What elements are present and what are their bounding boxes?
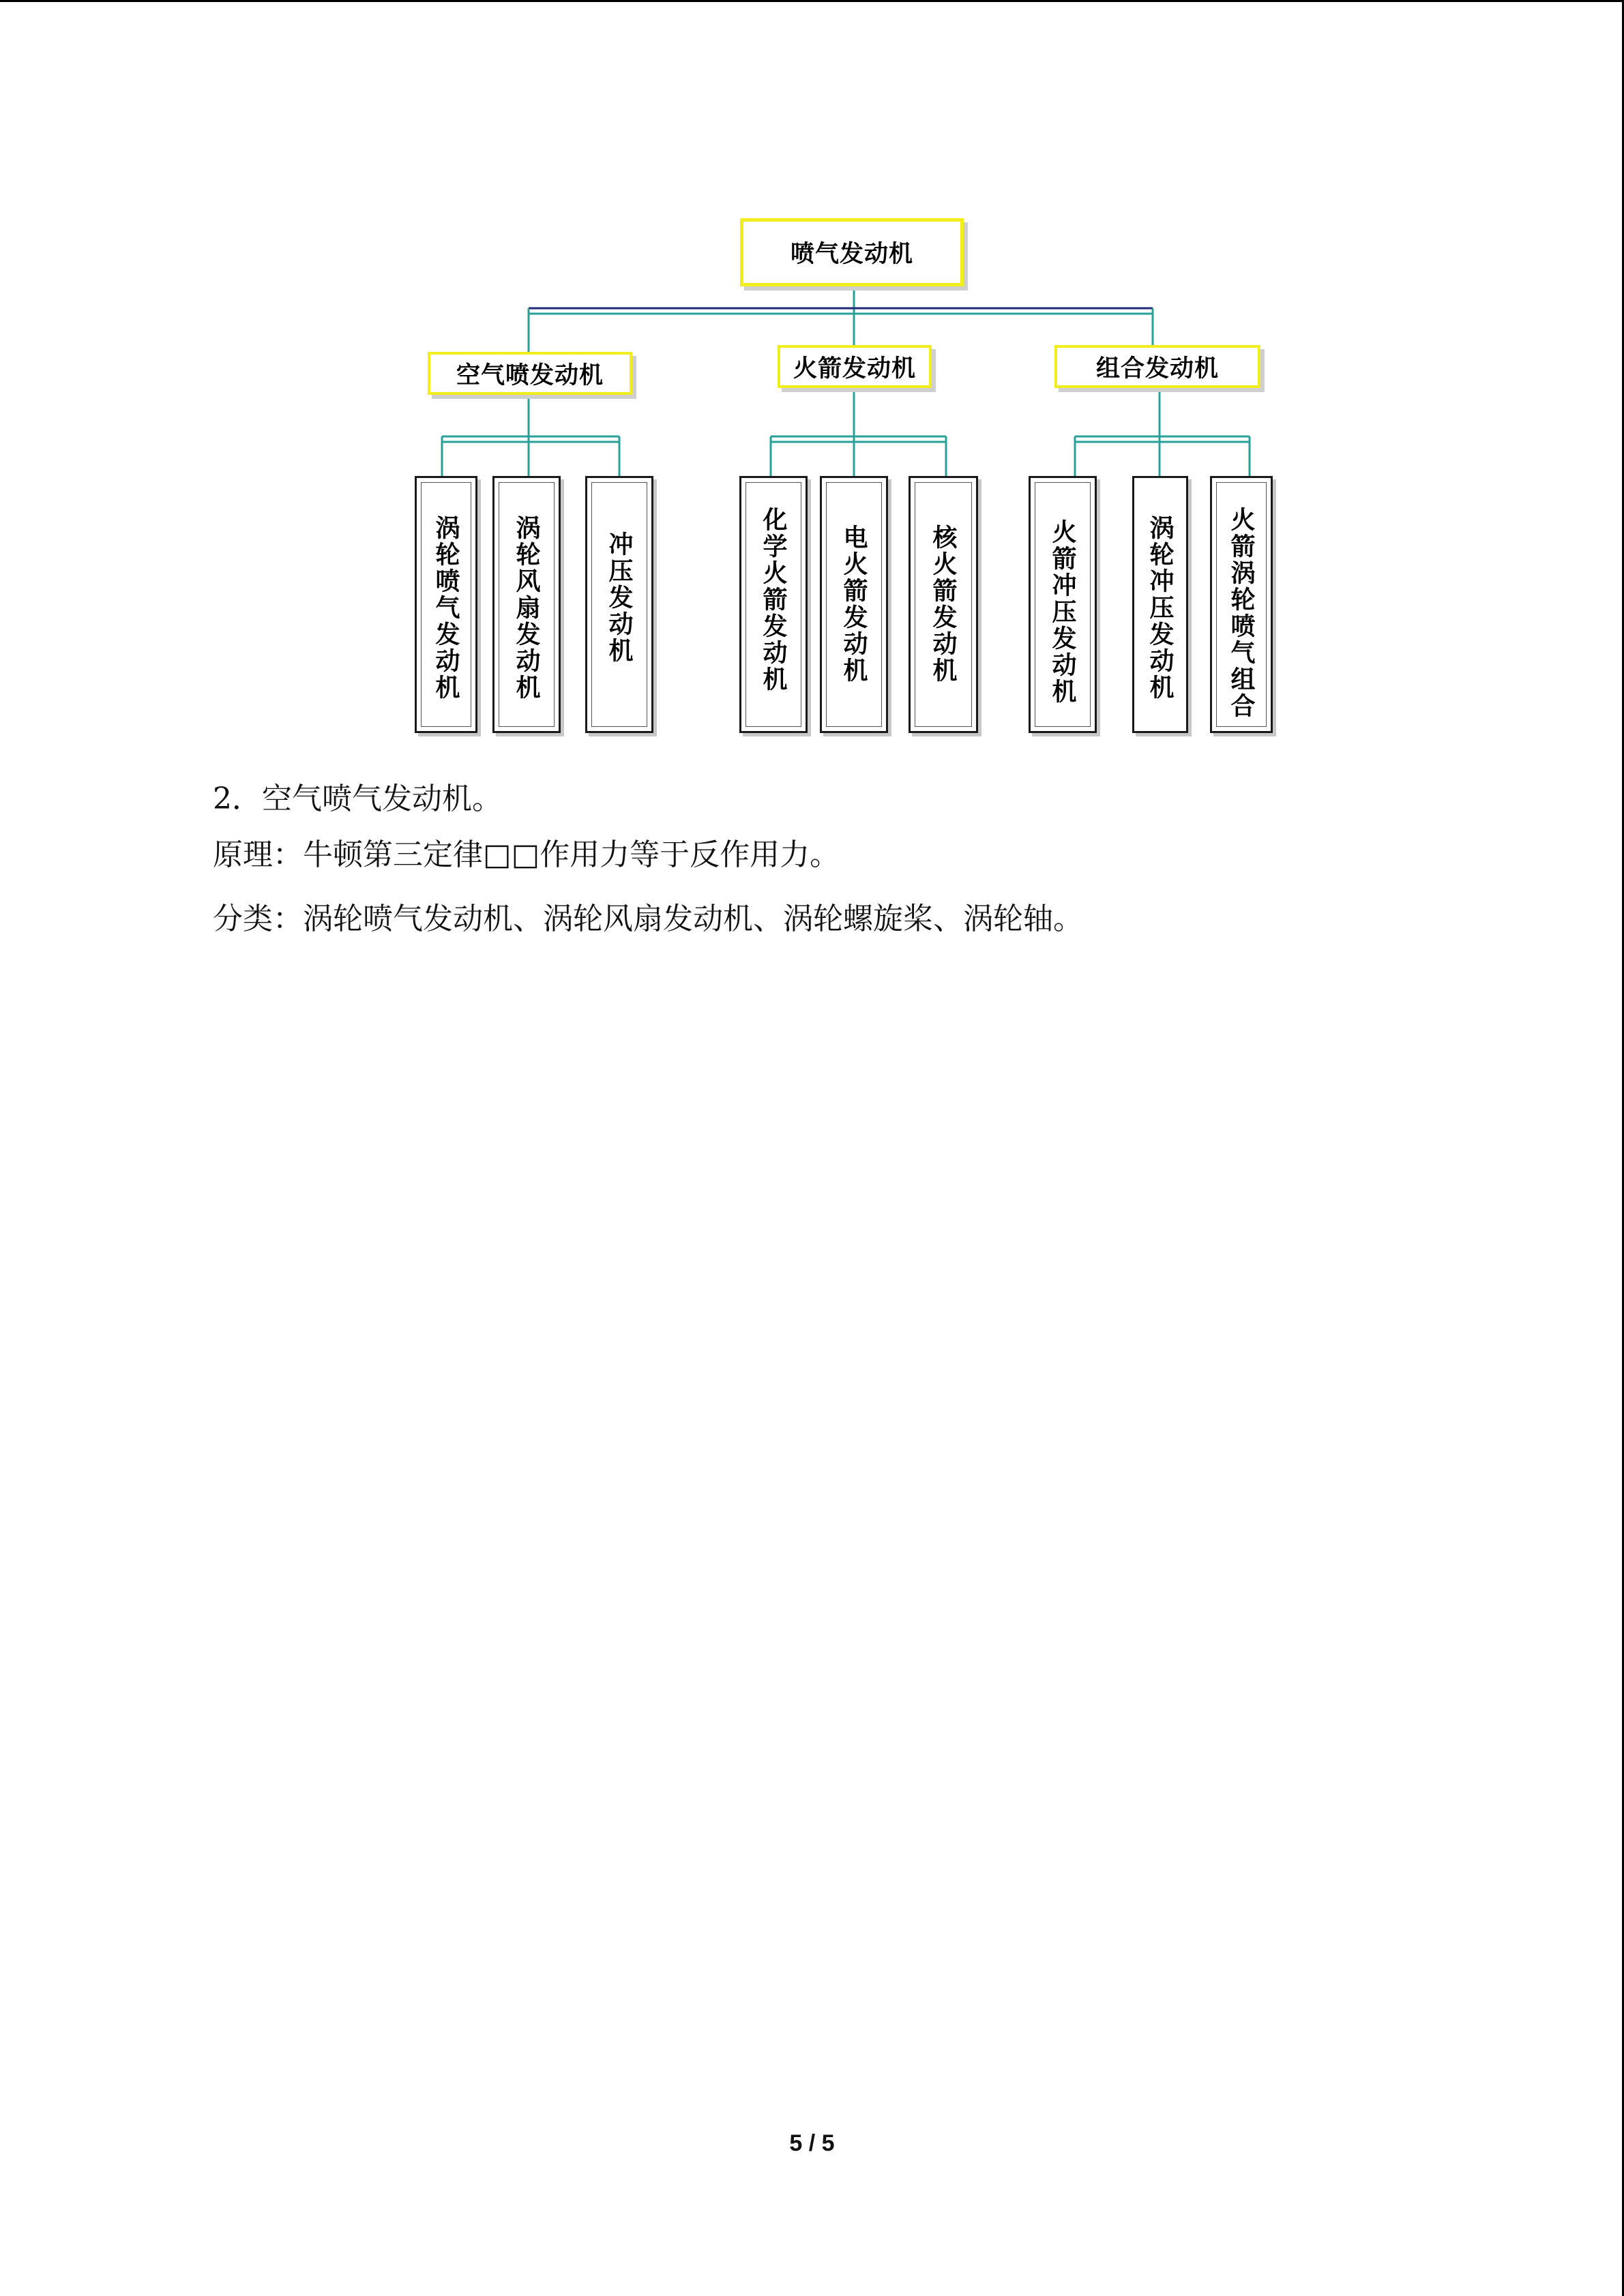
category-label: 空气喷发动机: [456, 361, 604, 389]
leaf-label: 核火箭发动机: [929, 524, 958, 684]
category-label: 火箭发动机: [793, 354, 916, 383]
leaf-label: 涡轮冲压发动机: [1146, 515, 1175, 701]
leaf-chemical-rocket: [739, 476, 808, 733]
engine-classification-diagram: [0, 0, 1624, 764]
leaf-turbofan: [492, 476, 561, 733]
leaf-nuclear-rocket: [909, 476, 978, 733]
leaf-label: 涡轮喷气发动机: [432, 515, 460, 701]
leaf-ramjet: [585, 476, 653, 733]
section-heading: 2．空气喷气发动机。: [213, 781, 502, 816]
leaf-rocket-ramjet: [1029, 476, 1097, 733]
leaf-rocket-turbojet-combined: [1210, 476, 1273, 733]
leaf-label: 冲压发动机: [605, 531, 634, 664]
leaf-turbo-ramjet: [1132, 476, 1188, 733]
classification-text: 分类：涡轮喷气发动机、涡轮风扇发动机、涡轮螺旋桨、涡轮轴。: [213, 901, 1083, 936]
category-node-combined: [1054, 345, 1260, 388]
principle-text: 原理：牛顿第三定律□□作用力等于反作用力。: [213, 837, 840, 872]
root-node: [740, 218, 964, 286]
page-number: 5 / 5: [789, 2130, 835, 2156]
category-node-rocket: [778, 345, 932, 388]
leaf-turbojet: [415, 476, 477, 733]
category-label: 组合发动机: [1095, 354, 1219, 383]
leaf-label: 化学火箭发动机: [759, 507, 788, 693]
leaf-label: 涡轮风扇发动机: [512, 515, 541, 701]
root-label: 喷气发动机: [790, 240, 913, 268]
leaf-label: 火箭冲压发动机: [1048, 519, 1077, 705]
leaf-label: 火箭涡轮喷气组合: [1227, 507, 1256, 719]
leaf-electric-rocket: [820, 476, 888, 733]
leaf-label: 电火箭发动机: [840, 524, 868, 684]
category-node-air-breathing: [428, 352, 632, 395]
